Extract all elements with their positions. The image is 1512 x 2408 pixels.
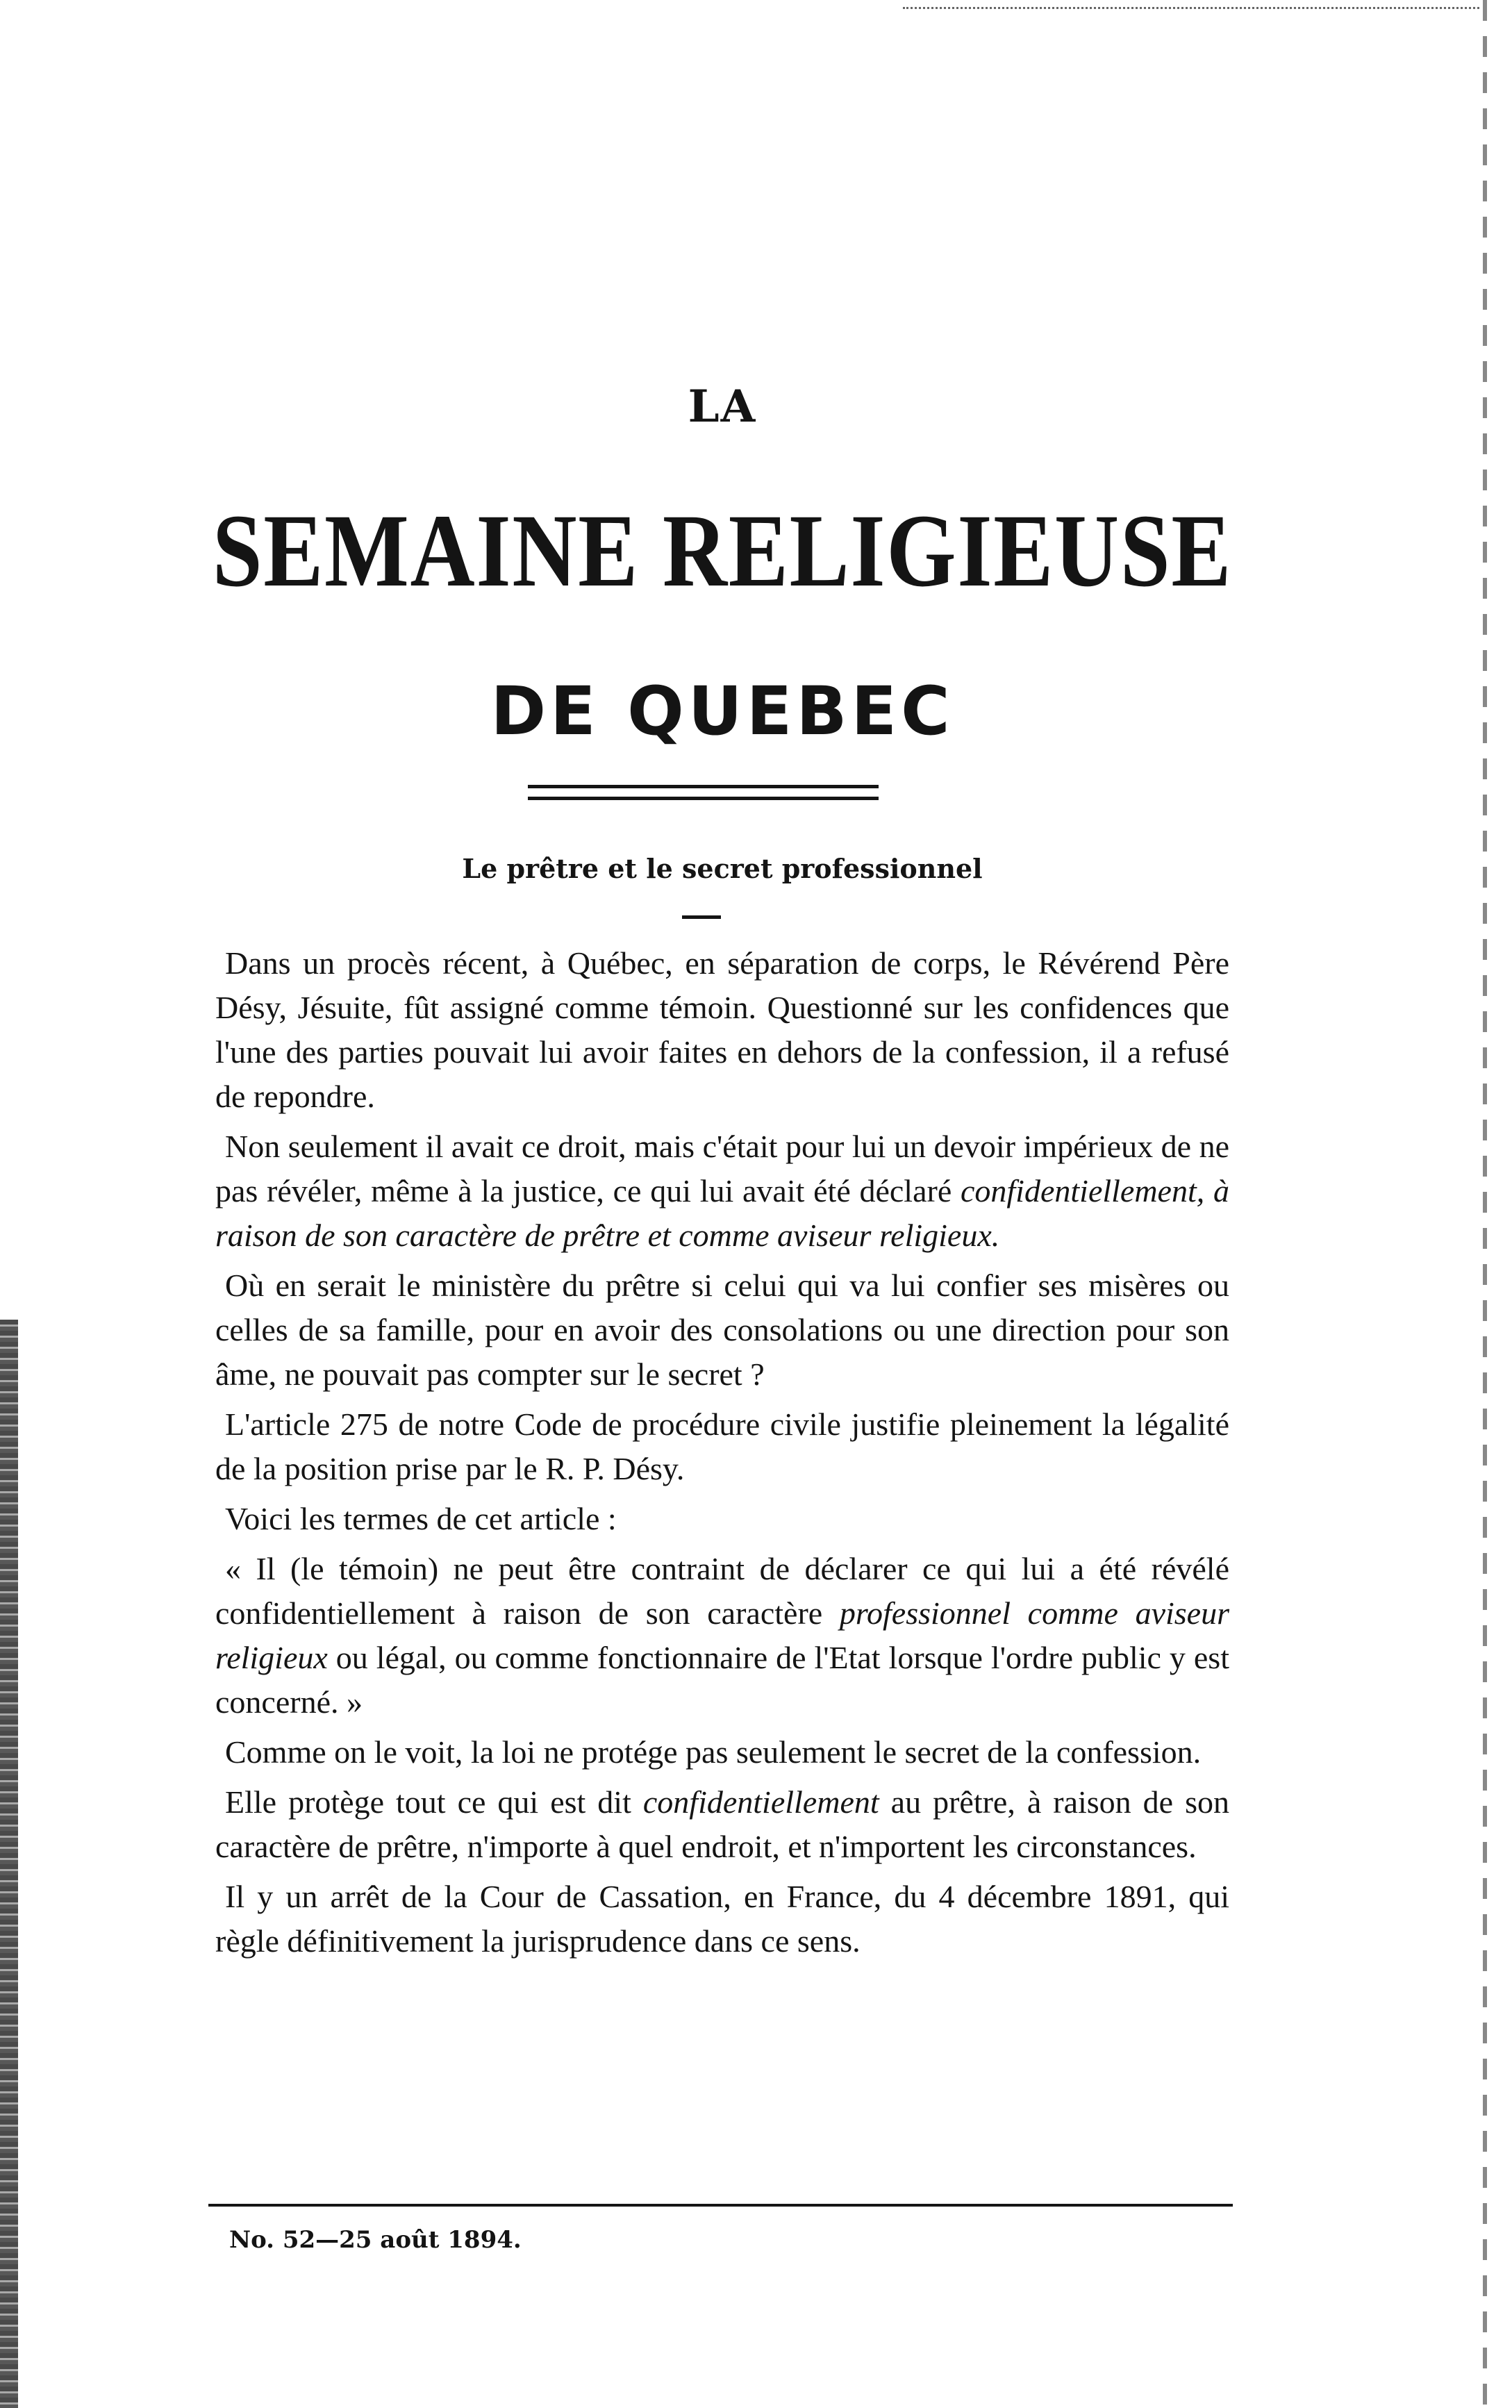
- footer-rule: [208, 2204, 1233, 2207]
- paragraph-6-tail: ou légal, ou comme fonctionnaire de l'Etat lorsque l'ordre public y est concerné. »: [215, 1640, 1229, 1720]
- masthead-title: SEMAINE RELIGIEUSE: [212, 493, 1233, 608]
- issue-number-date: No. 52—25 août 1894.: [229, 2226, 522, 2254]
- paragraph-5: Voici les termes de cet article :: [225, 1501, 617, 1536]
- paragraph-4: L'article 275 de notre Code de procédure civile justifie pleinement la légalité de la position prise par le R. P. Désy.: [215, 1406, 1229, 1486]
- paragraph-6-quote: [215, 1547, 1229, 1725]
- paragraph-3: Où en serait le ministère du prêtre si celui qui va lui confier ses misères ou celles de sa famille, pour en avoir des consolations ou une direction pour son âme, ne pouvait pas compter sur le secret ?: [215, 1268, 1229, 1392]
- paragraph-6-italic: professionnel comme aviseur religieux: [215, 1595, 1229, 1675]
- paragraph-2-italic: confidentiellement, à raison de son caractère de prêtre et comme aviseur religieux.: [215, 1173, 1229, 1253]
- paragraph-2-text: Non seulement il avait ce droit, mais c'était pour lui un devoir impérieux de ne pas révéler, même à la justice, ce qui lui avait été déclaré: [215, 1129, 1229, 1209]
- masthead-double-rule: [528, 785, 879, 800]
- paragraph-1: Dans un procès récent, à Québec, en séparation de corps, le Révérend Père Désy, Jésuite, fût assigné comme témoin. Questionné sur les confidences que l'une des parties pouvait lui avoir faites en dehors de la confession, il a refusé de repondre.: [215, 945, 1229, 1114]
- paragraph-8: [215, 1780, 1229, 1869]
- paragraph-8-italic: confidentiellement: [642, 1784, 879, 1820]
- paragraph-8-text: Elle protège tout ce qui est dit: [225, 1784, 643, 1820]
- masthead-subtitle: DE QUEBEC: [490, 672, 954, 750]
- article-body: [215, 941, 1229, 1969]
- paragraph-6-text: « Il (le témoin) ne peut être contraint de déclarer ce qui lui a été révélé confidentiellement à raison de son caractère: [215, 1551, 1229, 1631]
- paragraph-2: [215, 1124, 1229, 1258]
- paragraph-8-tail: au prêtre, à raison de son caractère de prêtre, n'importe à quel endroit, et n'importent les circonstances.: [215, 1784, 1229, 1864]
- scan-top-margin-marks: [903, 7, 1479, 11]
- masthead-article: LA: [688, 381, 757, 433]
- paragraph-9: Il y un arrêt de la Cour de Cassation, en France, du 4 décembre 1891, qui règle définitivement la jurisprudence dans ce sens.: [215, 1879, 1229, 1959]
- scan-right-margin-marks: [1483, 0, 1487, 2408]
- scan-binding-edge: [0, 1320, 18, 2408]
- article-heading: Le prêtre et le secret professionnel: [462, 853, 983, 884]
- heading-divider: [682, 915, 721, 919]
- paragraph-7: Comme on le voit, la loi ne protége pas seulement le secret de la confession.: [225, 1734, 1202, 1770]
